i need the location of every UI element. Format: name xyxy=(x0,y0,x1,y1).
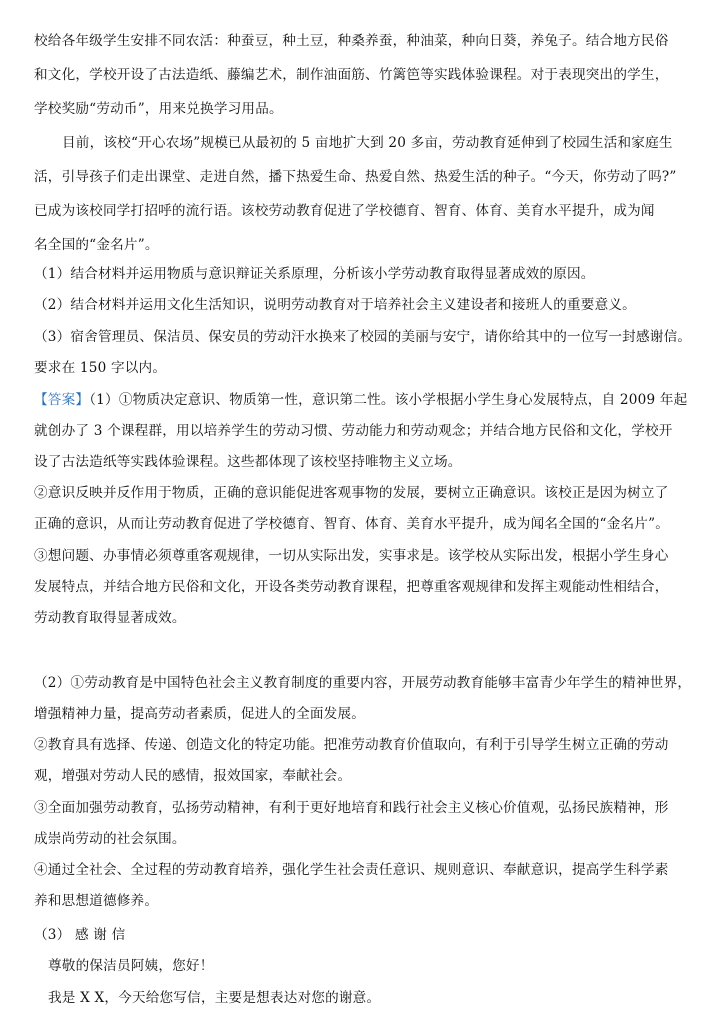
letter-body: 我是 X X，今天给您写信，主要是想表达对您的谢意。 xyxy=(48,990,381,1006)
answer-1-line-1 xyxy=(34,391,687,409)
answer-2-line-5: ③全面加强劳动教育，弘扬劳动精神，有利于更好地培育和践行社会主义核心价值观，弘扬民族精神，形 xyxy=(34,800,669,816)
answer-1-line-1-text: （1）①物质决定意识、物质第一性，意识第二性。该小学根据小学生身心发展特点，自 2009 年起 xyxy=(89,392,688,408)
answer-1-line-8: 劳动教育取得显著成效。 xyxy=(34,610,186,626)
material-line-4: 目前，该校“开心农场”规模已从最初的 5 亩地扩大到 20 多亩，劳动教育延伸到了校园生活和家庭生 xyxy=(62,135,673,151)
question-3-line-1: （3）宿舍管理员、保洁员、保安员的劳动汗水换来了校园的美丽与安宁，请你给其中的一位写一封感谢信。 xyxy=(34,329,692,345)
answer-2-line-8: 养和思想道德修养。 xyxy=(34,893,159,909)
question-3-line-2: 要求在 150 字以内。 xyxy=(34,360,167,376)
answer-1-line-7: 发展特点，并结合地方民俗和文化，开设各类劳动教育课程，把尊重客观规律和发挥主观能动性相结合， xyxy=(34,579,669,595)
answer-2-line-2: 增强精神力量，提高劳动者素质，促进人的全面发展。 xyxy=(34,706,366,722)
material-line-2: 和文化，学校开设了古法造纸、藤编艺术，制作油面筋、竹篱笆等实践体验课程。对于表现突出的学生， xyxy=(34,67,669,83)
answer-1-line-6: ③想问题、办事情必须尊重客观规律，一切从实际出发，实事求是。该学校从实际出发，根据小学生身心 xyxy=(34,548,669,564)
answer-tag: 【答案】 xyxy=(34,392,90,408)
letter-greeting: 尊敬的保洁员阿姨，您好！ xyxy=(48,958,214,974)
material-line-7: 名全国的“金名片”。 xyxy=(34,237,159,253)
question-2: （2）结合材料并运用文化生活知识，说明劳动教育对于培养社会主义建设者和接班人的重要意义。 xyxy=(34,297,636,313)
material-line-3: 学校奖励“劳动币”，用来兑换学习用品。 xyxy=(34,101,283,117)
answer-2-line-7: ④通过全社会、全过程的劳动教育培养，强化学生社会责任意识、规则意识、奉献意识，提高学生科学素 xyxy=(34,862,669,878)
answer-1-line-2: 就创办了 3 个课程群，用以培养学生的劳动习惯、劳动能力和劳动观念；并结合地方民俗和文化，学校开 xyxy=(34,423,673,439)
material-line-6: 已成为该校同学打招呼的流行语。该校劳动教育促进了学校德育、智育、体育、美育水平提升，成为闻 xyxy=(34,203,655,219)
question-1: （1）结合材料并运用物质与意识辩证关系原理，分析该小学劳动教育取得显著成效的原因。 xyxy=(34,266,595,282)
answer-1-line-4: ②意识反映并反作用于物质，正确的意识能促进客观事物的发展，要树立正确意识。该校正是因为树立了 xyxy=(34,485,669,501)
answer-1-line-3: 设了古法造纸等实践体验课程。这些都体现了该校坚持唯物主义立场。 xyxy=(34,454,462,470)
answer-2-line-6: 成崇尚劳动的社会氛围。 xyxy=(34,831,186,847)
answer-2-line-1: （2）①劳动教育是中国特色社会主义教育制度的重要内容，开展劳动教育能够丰富青少年学生的精神世界， xyxy=(34,675,692,691)
material-line-5: 活，引导孩子们走出课堂、走进自然，播下热爱生命、热爱自然、热爱生活的种子。“今天，你劳动了吗?” xyxy=(34,169,677,185)
material-line-1: 校给各年级学生安排不同农活：种蚕豆，种土豆，种桑养蚕，种油菜，种向日葵，养兔子。结合地方民俗 xyxy=(34,33,669,49)
answer-2-line-4: 观，增强对劳动人民的感情，报效国家，奉献社会。 xyxy=(34,768,352,784)
answer-2-line-3: ②教育具有选择、传递、创造文化的特定功能。把准劳动教育价值取向，有利于引导学生树立正确的劳动 xyxy=(34,737,669,753)
answer-1-line-5: 正确的意识，从而让劳动教育促进了学校德育、智育、体育、美育水平提升，成为闻名全国的“金名片”。 xyxy=(34,516,670,532)
answer-3-heading: （3） 感 谢 信 xyxy=(34,927,126,943)
